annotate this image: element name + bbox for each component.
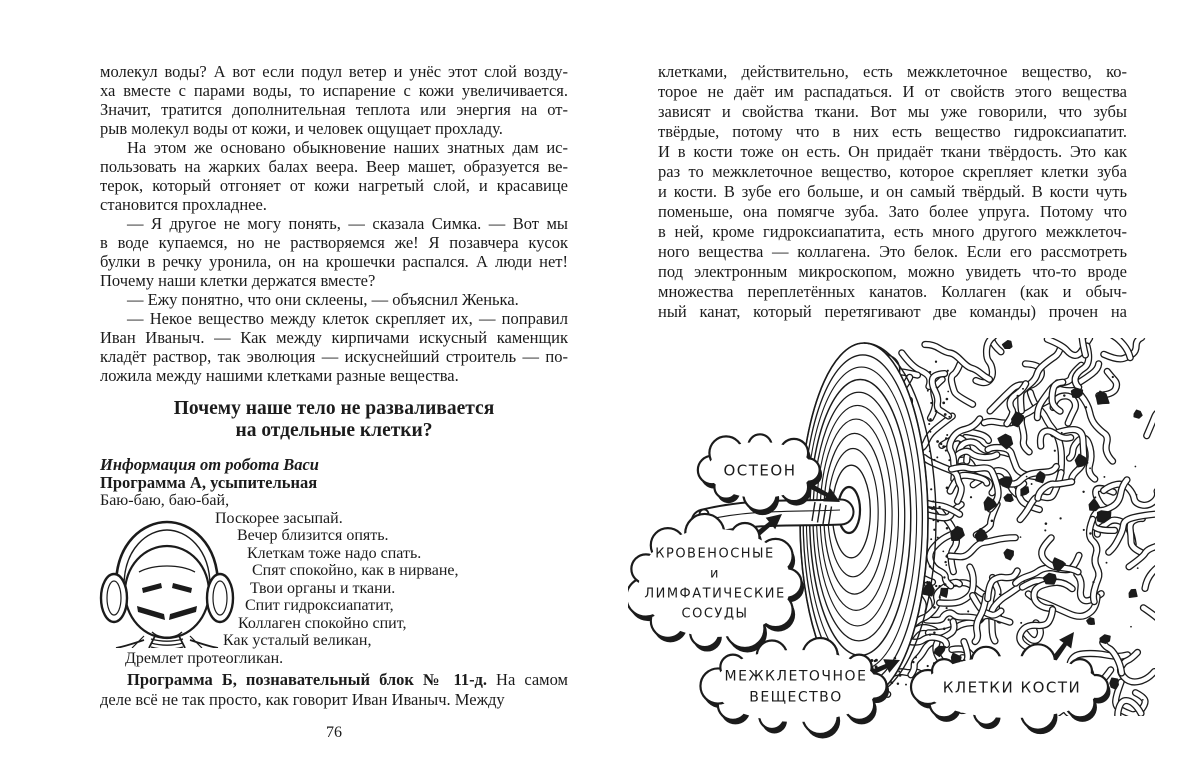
text-line: ложила между нашими клетками разные вещества. — [100, 366, 459, 385]
right-page-paragraph — [658, 62, 1127, 322]
text-line: пользовать на жарких балах веера. Веер машет, образуется ве- — [100, 157, 568, 176]
cloud-label-matrix-text: МЕЖКЛЕТОЧНОЕ — [724, 668, 868, 685]
cloud-label-bone-cells-text: КЛЕТКИ КОСТИ — [942, 678, 1082, 697]
text-line: зависят и свойства ткани. Вот мы уже говорили, что зубы — [658, 102, 1127, 121]
text-line: И в кости тоже он есть. Он придаёт ткани твёрдость. Это как — [658, 142, 1127, 161]
text-line: деле всё не так просто, как говорит Иван Иваныч. Между — [100, 689, 505, 709]
poem-line: Баю-баю, баю-бай, — [100, 492, 230, 509]
text-line: ного вещества — коллагена. Это белок. Если его рассмотреть — [658, 242, 1127, 261]
program-b-paragraph — [100, 670, 568, 709]
poem-line: Спит гидроксиапатит, — [245, 597, 394, 614]
section-heading-line: на отдельные клетки? — [235, 419, 433, 441]
text-line: рыв молекул воды от кожи, и человек ощущает прохладу. — [100, 119, 503, 138]
left-page-paragraphs — [100, 62, 568, 385]
text-line: — Я другое не могу понять, — сказала Симка. — Вот мы — [127, 214, 568, 233]
poem-line: Спят спокойно, как в нирване, — [252, 562, 459, 579]
robot-info-title: Информация от робота Васи — [100, 455, 319, 474]
text-line: булки в речку уронила, он на крошечки распался. А люди нет! — [100, 252, 568, 271]
text-line: На этом же основано обыкновение наших знатных дам ис- — [127, 138, 568, 157]
text-line: торое не даёт им распадаться. И от свойств этого вещества — [658, 82, 1127, 101]
text-line: твёрдые, потому что в них есть вещество гидроксиапатит. — [658, 122, 1127, 141]
text-line: — Некое вещество между клеток скрепляет их, — поправил — [127, 309, 568, 328]
text-line: раз то межклеточное вещество, которое скрепляет клетки зуба — [658, 162, 1127, 181]
section-heading — [100, 398, 568, 441]
right-page — [658, 62, 1127, 322]
poem-line: Твои органы и ткани. — [250, 579, 396, 597]
text-line: в ней, кроме гидроксиапатита, есть много другого межклеточ- — [658, 222, 1127, 241]
cloud-label-vessels-text: и — [710, 566, 720, 582]
text-line: клетками, действительно, есть межклеточное вещество, ко- — [658, 62, 1127, 81]
cloud-label-osteon-text: ОСТЕОН — [723, 461, 797, 480]
text-line: молекул воды? А вот если подул ветер и унёс этот слой возду- — [100, 62, 568, 81]
cloud-label-osteon — [698, 434, 822, 515]
text-line: становится прохладнее. — [100, 195, 267, 214]
poem-line: Как усталый великан, — [223, 632, 372, 649]
text-line: ха вместе с парами воды, то испарение с кожи увеличивается. — [100, 81, 568, 100]
text-line: терок, который отгоняет от кожи нагретый слой, и красавице — [100, 176, 568, 195]
poem-line: Клеткам тоже надо спать. — [247, 544, 422, 562]
text-line: Почему наши клетки держатся вместе? — [100, 271, 376, 290]
page-number: 76 — [326, 724, 342, 741]
cloud-label-vessels-text: КРОВЕНОСНЫЕ — [655, 546, 775, 562]
cloud-label-matrix-text: ВЕЩЕСТВО — [749, 689, 843, 706]
cloud-label-vessels-text: ЛИМФАТИЧЕСКИЕ — [644, 586, 786, 602]
text-line: и кости. В зубе его больше, и он самый твёрдый. В кости чуть — [658, 182, 1127, 201]
text-line: под электронным микроскопом, можно увидеть что-то вроде — [658, 262, 1127, 281]
text-line: Значит, тратится дополнительная теплота или энергия на от- — [100, 100, 568, 119]
robot-headphones-illustration — [92, 514, 242, 648]
cloud-label-vessels — [628, 514, 804, 653]
poem-line: Коллаген спокойно спит, — [238, 614, 407, 632]
poem-line: Дремлет протеогликан. — [125, 649, 284, 667]
text-line: в воде купаемся, но не растворяемся же! Я позавчера кусок — [100, 233, 568, 252]
program-a-title: Программа А, усыпительная — [100, 473, 318, 492]
text-line: Программа Б, познавательный блок № 11-д. На самом — [127, 670, 568, 689]
text-line: Иван Иваныч. — Как между кирпичами искусный каменщик — [100, 328, 568, 347]
section-heading-line: Почему наше тело не разваливается — [173, 398, 495, 419]
osteon-illustration — [628, 330, 1188, 772]
text-line: кладёт раствор, так эволюция — искуснейший строитель — по- — [100, 347, 568, 366]
cloud-label-vessels-text: СОСУДЫ — [681, 606, 749, 622]
text-line: — Ежу понятно, что они склеены, — объяснил Женька. — [127, 290, 519, 309]
text-line: ный канат, который перетягивают две команды) прочен на — [658, 302, 1127, 321]
poem-line: Поскорее засыпай. — [215, 509, 343, 527]
poem-line: Вечер близится опять. — [237, 527, 389, 544]
text-line: множества переплетённых канатов. Коллаген (как и обыч- — [658, 282, 1127, 301]
text-line: поменьше, она помягче зуба. Зато более упруга. Потому что — [658, 202, 1127, 221]
